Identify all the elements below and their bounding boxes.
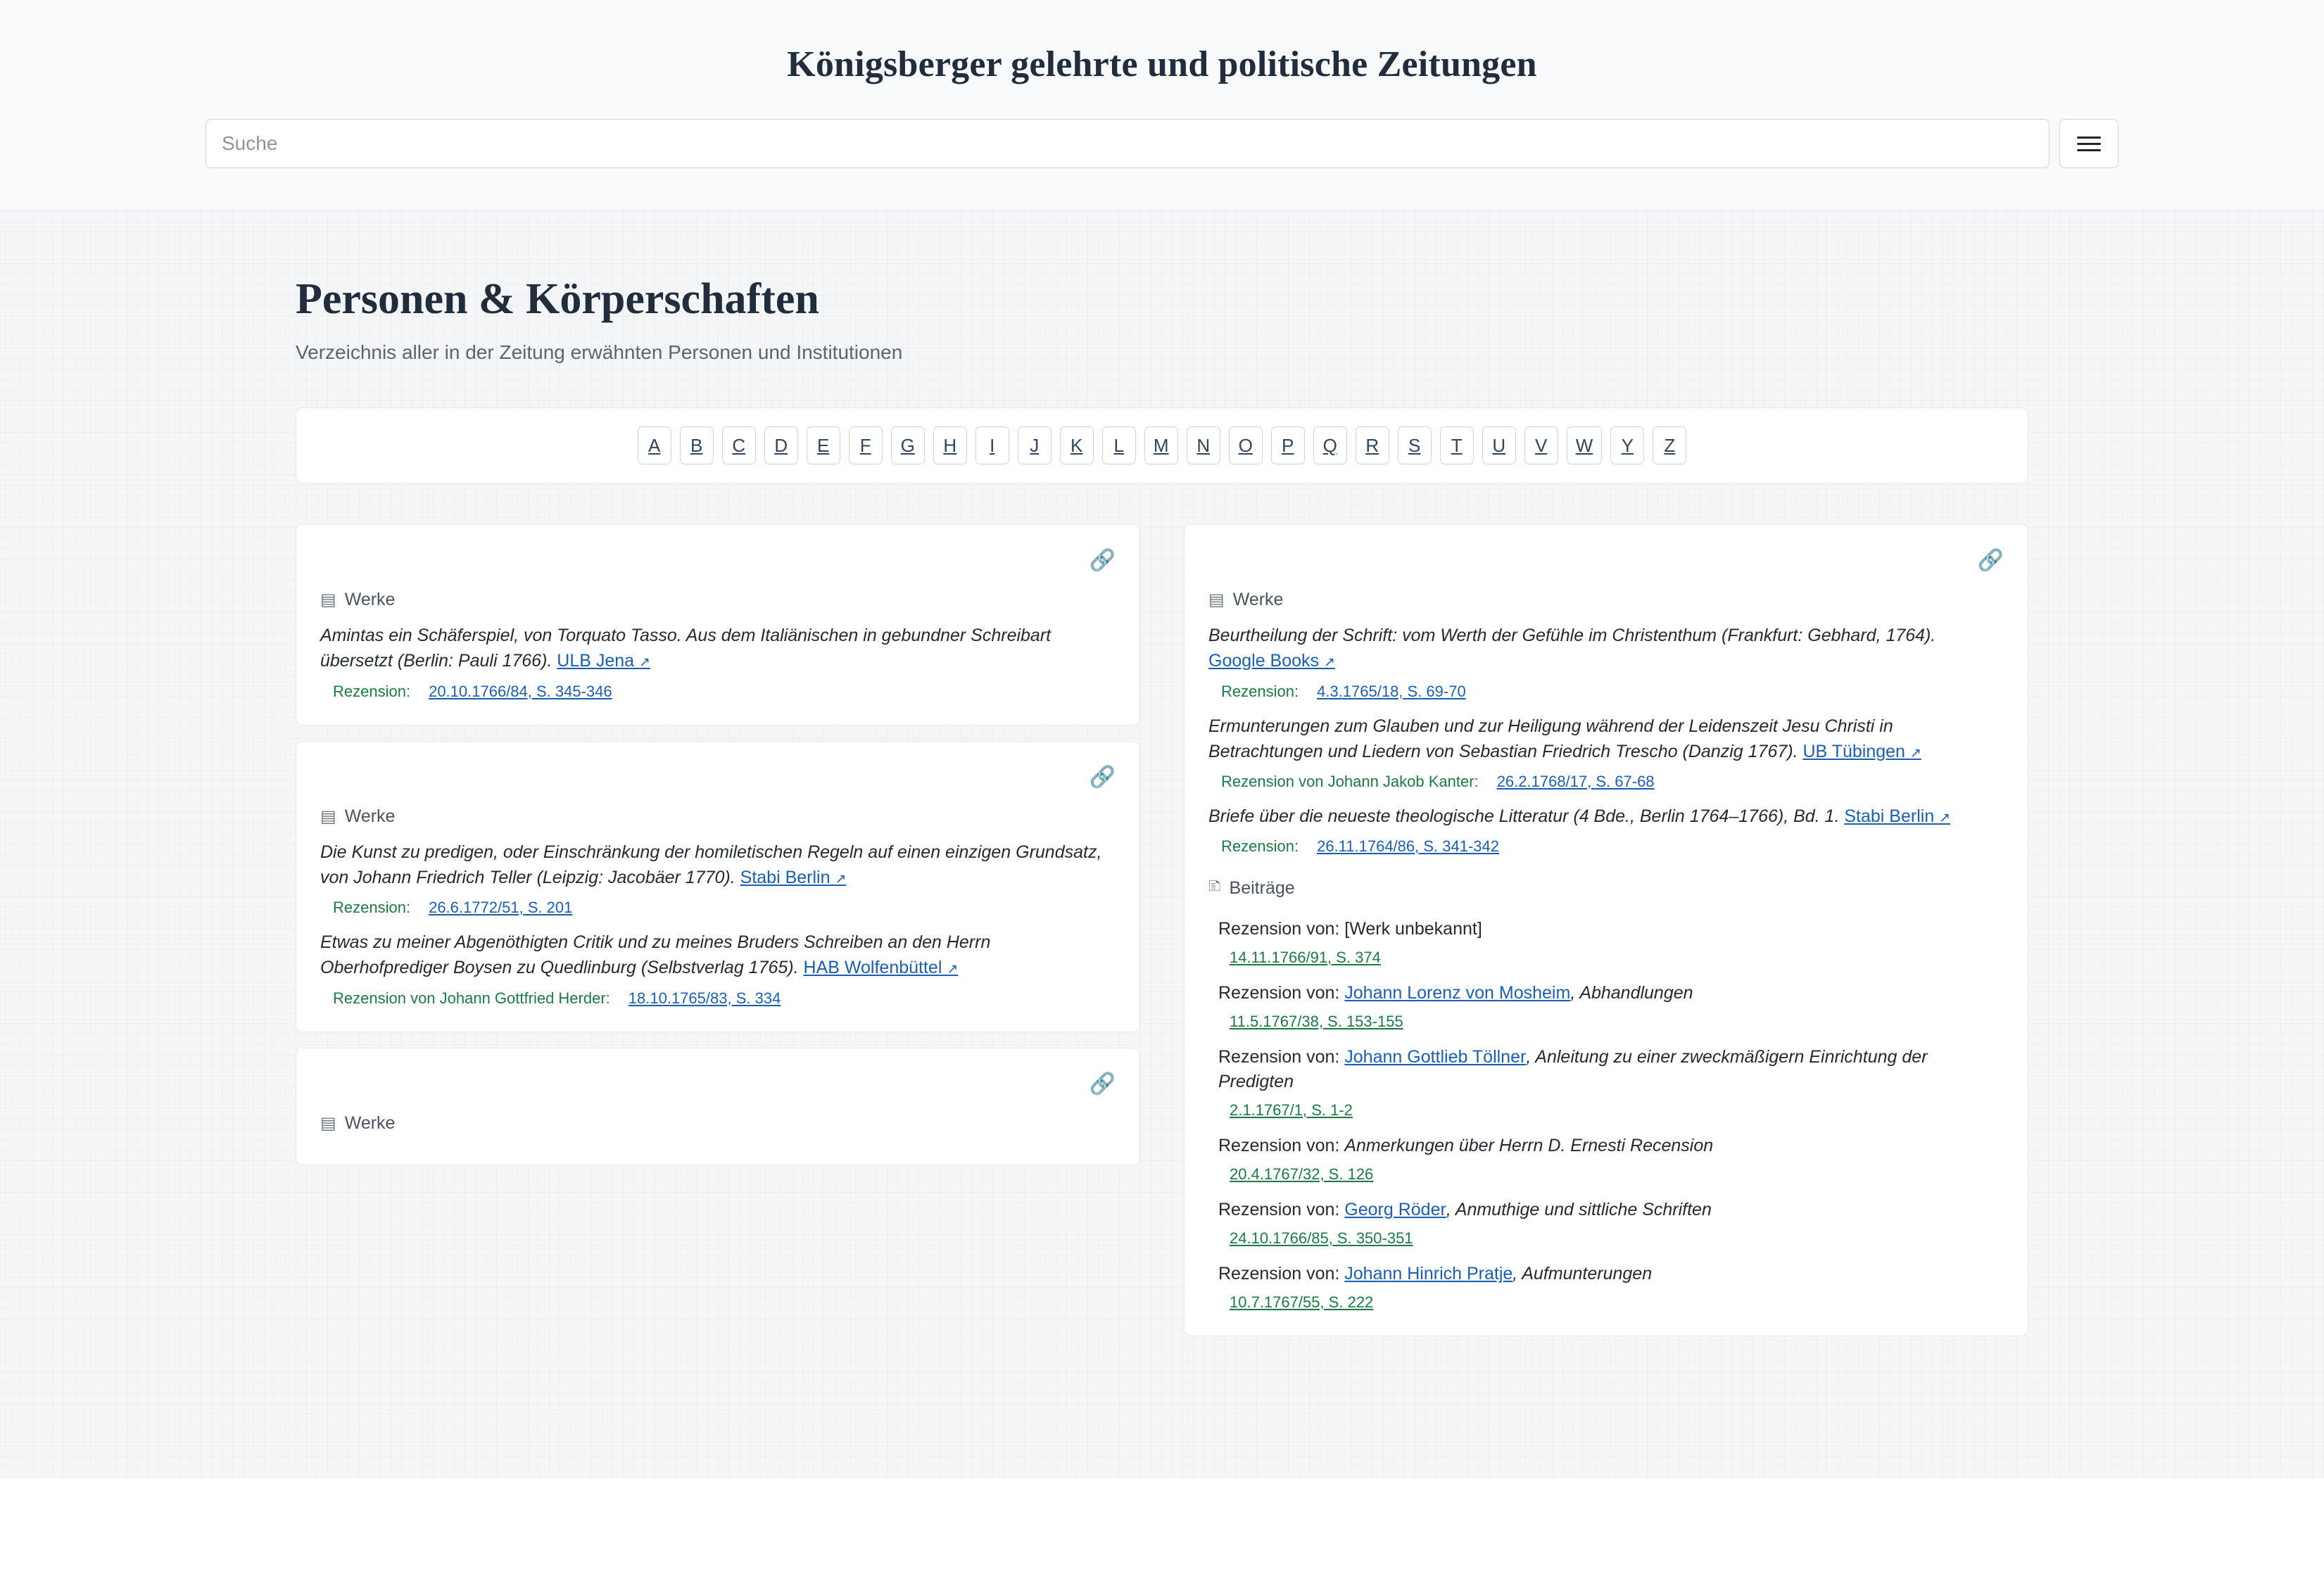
review-date-link[interactable]: 26.2.1768/17, S. 67-68 <box>1496 773 1655 790</box>
page-header <box>0 0 2324 211</box>
review-reference <box>1208 773 2004 791</box>
external-link[interactable]: Stabi Berlin ↗ <box>740 867 847 887</box>
alpha-letter-m[interactable]: M <box>1144 426 1178 464</box>
alpha-letter-i[interactable]: I <box>975 426 1009 464</box>
external-link[interactable]: UB Tübingen ↗ <box>1802 741 1921 761</box>
contribution-person-link[interactable]: Johann Lorenz von Mosheim <box>1344 983 1571 1003</box>
external-link-icon: ↗ <box>1909 745 1921 761</box>
alpha-letter-r[interactable]: R <box>1356 426 1389 464</box>
alpha-letter-h[interactable]: H <box>933 426 967 464</box>
alpha-letter-o[interactable]: O <box>1229 426 1263 464</box>
works-label: Werke <box>344 590 396 609</box>
contribution-text <box>1218 981 2004 1006</box>
contribution-work-title: Anmerkungen über Herrn D. Ernesti Recension <box>1344 1136 1714 1156</box>
work-title-text: Etwas zu meiner Abgenöthigten Critik und zu meines Bruders Schreiben an den Herrn Oberhofprediger Boysen zu Quedlinburg (Selbstverlag 1765). <box>320 932 991 978</box>
review-label: Rezension von Johann Gottfried Herder: <box>333 989 610 1007</box>
contributions-label: Beiträge <box>1229 878 1295 899</box>
alpha-letter-w[interactable]: W <box>1567 426 1603 464</box>
contribution-entry <box>1208 1262 2004 1312</box>
person-card <box>296 524 1140 725</box>
external-link[interactable]: ULB Jena ↗ <box>557 651 650 671</box>
hamburger-icon <box>2077 132 2101 156</box>
works-section-header <box>320 806 1116 827</box>
contribution-person-link[interactable]: Johann Gottlieb Töllner <box>1344 1047 1527 1067</box>
work-entry <box>1208 804 2004 856</box>
contribution-entry <box>1208 1045 2004 1120</box>
person-card-header <box>320 763 1116 788</box>
works-section-header <box>320 1113 1116 1134</box>
person-card-header <box>320 1070 1116 1095</box>
alpha-letter-c[interactable]: C <box>722 426 756 464</box>
works-label: Werke <box>344 1113 396 1133</box>
contributions-section-header <box>1208 874 2004 903</box>
external-link-icon: ↗ <box>1324 655 1335 671</box>
contribution-date-link[interactable]: 20.4.1767/32, S. 126 <box>1230 1165 1374 1184</box>
work-title <box>320 623 1116 674</box>
contribution-text <box>1218 1134 2004 1158</box>
external-link-icon: ↗ <box>1939 811 1951 825</box>
work-entry <box>1208 714 2004 792</box>
contribution-entry <box>1208 917 2004 967</box>
works-label: Werke <box>1232 590 1284 609</box>
alpha-letter-s[interactable]: S <box>1398 426 1432 464</box>
work-title <box>1208 623 2004 674</box>
alpha-letter-j[interactable]: J <box>1018 426 1052 464</box>
contribution-work-title: [Werk unbekannt] <box>1344 919 1482 939</box>
work-title-text: Die Kunst zu predigen, oder Einschränkung der homiletischen Regeln auf einen einzigen Grundsatz, von Johann Friedrich Teller (Leipzig: Jacobäer 1770). <box>320 842 1102 887</box>
link-icon[interactable]: 🔗 <box>1089 1072 1116 1096</box>
alpha-letter-q[interactable]: Q <box>1313 426 1347 464</box>
contribution-prefix: Rezension von: <box>1218 1200 1345 1220</box>
left-column <box>296 524 1140 1165</box>
review-reference <box>320 683 1116 701</box>
contribution-prefix: Rezension von: <box>1218 919 1345 939</box>
works-section-header <box>320 590 1116 610</box>
contribution-person-link[interactable]: Georg Röder <box>1344 1200 1446 1220</box>
contribution-work-title: , Aufmunterungen <box>1513 1264 1653 1284</box>
work-entry <box>320 623 1116 701</box>
contribution-prefix: Rezension von: <box>1218 1264 1345 1284</box>
alpha-letter-v[interactable]: V <box>1524 426 1558 464</box>
external-link-icon: ↗ <box>835 871 847 887</box>
alpha-letter-b[interactable]: B <box>680 426 714 464</box>
alpha-letter-e[interactable]: E <box>807 426 840 464</box>
person-grid <box>296 524 2028 1336</box>
person-card-header <box>320 546 1116 571</box>
work-title <box>320 930 1116 981</box>
alpha-letter-k[interactable]: K <box>1060 426 1094 464</box>
contribution-text <box>1218 917 2004 942</box>
work-title <box>320 839 1116 891</box>
alpha-letter-g[interactable]: G <box>891 426 925 464</box>
contribution-work-title: , Abhandlungen <box>1570 983 1693 1003</box>
search-bar <box>0 119 2324 168</box>
external-link-icon: ↗ <box>947 962 959 977</box>
external-link[interactable]: Google Books ↗ <box>1208 651 1335 671</box>
review-label: Rezension von Johann Jakob Kanter: <box>1221 773 1479 790</box>
alpha-letter-d[interactable]: D <box>764 426 798 464</box>
review-label: Rezension: <box>333 682 411 700</box>
contribution-person-link[interactable]: Johann Hinrich Pratje <box>1344 1264 1513 1284</box>
alpha-letter-t[interactable]: T <box>1440 426 1474 464</box>
person-card-header <box>1208 546 2004 571</box>
alpha-letter-y[interactable]: Y <box>1610 426 1644 464</box>
link-icon[interactable]: 🔗 <box>1977 549 2004 572</box>
contribution-text <box>1218 1262 2004 1286</box>
book-icon: ▤ <box>320 806 336 826</box>
work-title-text: Ermunterungen zum Glauben und zur Heiligung während der Leidenszeit Jesu Christi in Betrachtungen und Liedern von Sebastian Friedrich Trescho (Danzig 1767). <box>1208 716 1893 761</box>
alphabet-index <box>296 407 2028 483</box>
person-card <box>296 741 1140 1032</box>
review-date-link[interactable]: 4.3.1765/18, S. 69-70 <box>1317 682 1466 700</box>
alpha-letter-a[interactable]: A <box>638 426 671 464</box>
alpha-letter-z[interactable]: Z <box>1653 426 1686 464</box>
review-reference <box>1208 837 2004 856</box>
contribution-entry <box>1208 1198 2004 1248</box>
review-label: Rezension: <box>1221 837 1299 856</box>
contribution-date-link[interactable]: 2.1.1767/1, S. 1-2 <box>1230 1101 1353 1120</box>
work-entry <box>1208 623 2004 701</box>
person-card <box>296 1048 1140 1165</box>
work-title <box>1208 804 2004 829</box>
contribution-prefix: Rezension von: <box>1218 983 1345 1003</box>
alpha-letter-f[interactable]: F <box>849 426 883 464</box>
contribution-work-title: , Anleitung zu einer zweckmäßigern Einrichtung der Predigten <box>1218 1047 1928 1092</box>
external-link[interactable]: HAB Wolfenbüttel ↗ <box>803 958 959 978</box>
external-link-icon: ↗ <box>639 655 650 671</box>
site-title: Königsberger gelehrte und politische Zeitungen <box>787 44 1537 84</box>
main-content <box>0 211 2324 1478</box>
page-title: Personen & Körperschaften <box>296 275 819 323</box>
work-title-text: Briefe über die neueste theologische Litteratur (4 Bde., Berlin 1764–1766), Bd. 1. <box>1208 806 1840 826</box>
contribution-date-link[interactable]: 14.11.1766/91, S. 374 <box>1230 949 1381 967</box>
contribution-date-link[interactable]: 24.10.1766/85, S. 350-351 <box>1230 1229 1413 1248</box>
page-subtitle: Verzeichnis aller in der Zeitung erwähnten Personen und Institutionen <box>296 341 903 363</box>
review-reference <box>320 989 1116 1008</box>
contribution-text <box>1218 1045 2004 1094</box>
contribution-entry <box>1208 981 2004 1031</box>
alpha-letter-n[interactable]: N <box>1187 426 1220 464</box>
alpha-letter-p[interactable]: P <box>1271 426 1305 464</box>
work-title-text: Beurtheilung der Schrift: vom Werth der Gefühle im Christenthum (Frankfurt: Gebhard, 1764). <box>1208 626 1936 645</box>
work-entry <box>320 930 1116 1008</box>
review-date-link[interactable]: 18.10.1765/83, S. 334 <box>628 989 781 1007</box>
contribution-entry <box>1208 1134 2004 1184</box>
external-link[interactable]: Stabi Berlin ↗ <box>1844 806 1951 826</box>
link-icon[interactable]: 🔗 <box>1089 549 1116 572</box>
link-icon[interactable]: 🔗 <box>1089 765 1116 789</box>
alpha-letter-u[interactable]: U <box>1482 426 1516 464</box>
review-date-link[interactable]: 26.6.1772/51, S. 201 <box>429 899 573 916</box>
contribution-date-link[interactable]: 10.7.1767/55, S. 222 <box>1230 1293 1374 1312</box>
book-icon: ▤ <box>320 590 336 609</box>
review-date-link[interactable]: 20.10.1766/84, S. 345-346 <box>429 682 612 700</box>
work-title <box>1208 714 2004 765</box>
contribution-prefix: Rezension von: <box>1218 1047 1345 1067</box>
alpha-letter-l[interactable]: L <box>1102 426 1136 464</box>
contribution-text <box>1218 1198 2004 1222</box>
documents-icon: 🗈 <box>1208 877 1221 896</box>
review-label: Rezension: <box>1221 682 1299 700</box>
review-reference <box>320 899 1116 917</box>
contribution-work-title: , Anmuthige und sittliche Schriften <box>1446 1200 1712 1220</box>
review-label: Rezension: <box>333 899 411 916</box>
review-date-link[interactable]: 26.11.1764/86, S. 341-342 <box>1317 837 1499 856</box>
review-reference <box>1208 683 2004 701</box>
works-section-header <box>1208 590 2004 610</box>
search-input[interactable] <box>206 119 2050 168</box>
work-entry <box>320 839 1116 918</box>
book-icon: ▤ <box>320 1113 336 1133</box>
menu-button[interactable] <box>2059 119 2118 168</box>
contribution-date-link[interactable]: 11.5.1767/38, S. 153-155 <box>1230 1013 1403 1031</box>
right-column <box>1184 524 2028 1336</box>
book-icon: ▤ <box>1208 590 1225 609</box>
works-label: Werke <box>344 806 396 826</box>
person-card <box>1184 524 2028 1336</box>
work-title-text: Amintas ein Schäferspiel, von Torquato Tasso. Aus dem Italiänischen in gebundner Schreibart übersetzt (Berlin: Pauli 1766). <box>320 626 1052 671</box>
contribution-prefix: Rezension von: <box>1218 1136 1345 1156</box>
